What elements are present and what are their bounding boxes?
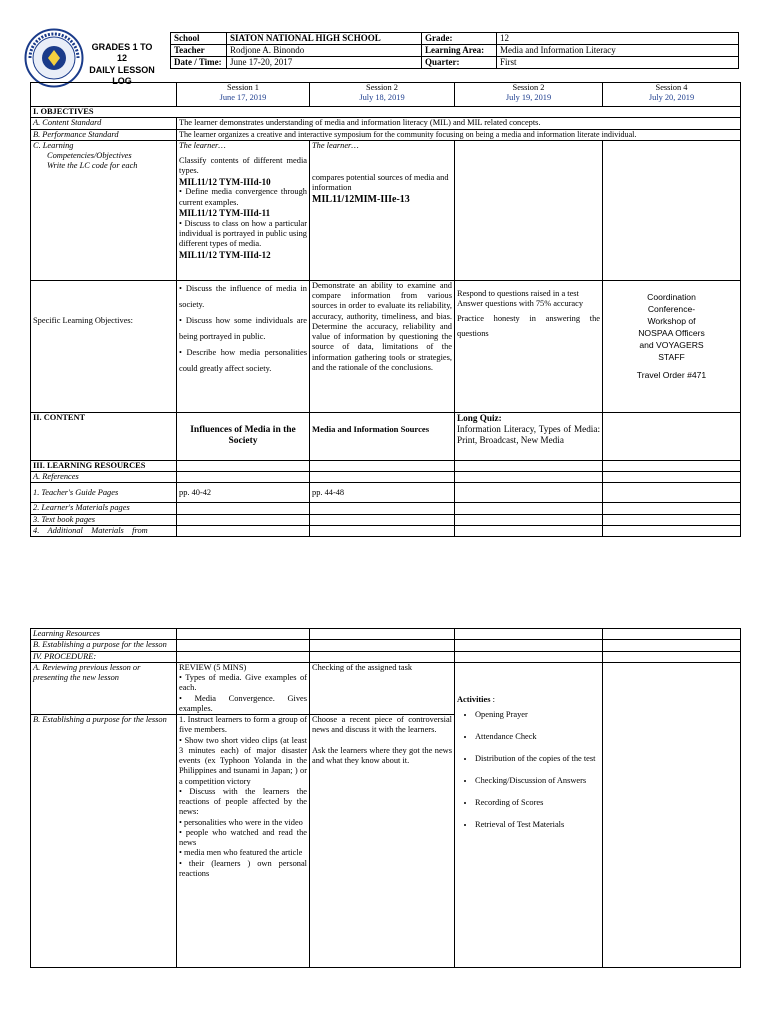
specific-objectives-label: Specific Learning Objectives: (31, 280, 177, 412)
teacher-label: Teacher (171, 44, 227, 56)
competencies-session2: The learner… compares potential sources of media and information MIL11/12MIM-IIIe-13 (310, 140, 455, 280)
procedure-heading: IV. PROCEDURE: (31, 651, 177, 662)
content-session1: Influences of Media in the Society (177, 412, 310, 460)
activity-item: • Recording of Scores (475, 795, 600, 811)
objectives-heading: I. OBJECTIVES (31, 107, 741, 118)
form-title-line1: GRADES 1 TO 12 (91, 42, 153, 64)
establishing-session1: 1. Instruct learners to form a group of five members. • Show two short video clips (at least 3 minutes each) of major disaster events (ex Typhoon Yolanda in the Philippines and tsunami in Japan; ) or a competition victory • Discuss with the learners the reactions of people affected by the news: • personalities who were in the video • people who watched and read the news • media men who featured the article • their (learners ) own personal reactions (177, 715, 310, 968)
reviewing-lesson-label: A. Reviewing previous lesson or presenting the new lesson (31, 662, 177, 714)
learners-materials-label: 2. Learner's Materials pages (31, 503, 177, 514)
reviewing-session1: REVIEW (5 MINS) • Types of media. Give examples of each. • Media Convergence. Gives examples. (177, 662, 310, 714)
activity-item: • Retrieval of Test Materials (475, 817, 600, 833)
establishing-session2: Choose a recent piece of controversial news and discuss it with the learners. Ask the learners where they got the news and what they know about it. (310, 715, 455, 968)
references-label: A. References (31, 472, 177, 483)
specific-objectives-session3: Respond to questions raised in a test Answer questions with 75% accuracy Practice honesty in answering the questions (455, 280, 603, 412)
learning-resources-heading: III. LEARNING RESOURCES (31, 460, 177, 471)
reviewing-session2: Checking of the assigned task (310, 662, 455, 714)
form-title-line2: DAILY LESSON (89, 64, 155, 75)
content-heading: II. CONTENT (31, 412, 177, 460)
quarter-value: First (497, 56, 739, 68)
activity-item: • Checking/Discussion of Answers (475, 773, 600, 789)
learning-area-label: Learning Area: (422, 44, 497, 56)
teachers-guide-session1: pp. 40-42 (177, 483, 310, 503)
session-header-3: Session 2 July 19, 2019 (455, 83, 603, 107)
school-value: SIATON NATIONAL HIGH SCHOOL (227, 33, 422, 45)
session-header-1: Session 1 June 17, 2019 (177, 83, 310, 107)
competencies-session1: The learner… Classify contents of different media types. MIL11/12 TYM-IIId-10 • Define media convergence through current examples. MIL11/12 TYM-IIId-11 • Discuss to class on how a particular individual is portrayed in public using different types of media. MIL11/12 TYM-IIId-12 (177, 140, 310, 280)
activities-list (457, 707, 600, 833)
lesson-log-table-page2 (30, 628, 741, 968)
date-label: Date / Time: (171, 56, 227, 68)
session-header-2: Session 2 July 18, 2019 (310, 83, 455, 107)
grade-label: Grade: (422, 33, 497, 45)
header-info-table (170, 32, 739, 69)
teachers-guide-session2: pp. 44-48 (310, 483, 455, 503)
deped-seal-logo (24, 28, 84, 88)
specific-objectives-session1: • Discuss the influence of media in society. • Discuss how some individuals are being portrayed in public. • Describe how media personalities could greatly affect society. (177, 280, 310, 412)
learning-area-value: Media and Information Literacy (497, 44, 739, 56)
specific-objectives-session2: Demonstrate an ability to examine and compare information from various sources in order to evaluate its reliability, accuracy, authority, timeliness, and bias. Determine the accuracy, reliability and value of information by questioning the source of data, limitations of the information gathering tools or strategies, and the rationale of the conclusions. (310, 280, 455, 412)
activity-item: • Opening Prayer (475, 707, 600, 723)
other-learning-resources-label: B. Establishing a purpose for the lesson (31, 640, 177, 651)
teachers-guide-label: 1. Teacher's Guide Pages (31, 483, 177, 503)
textbook-pages-label: 3. Text book pages (31, 514, 177, 525)
performance-standard-value: The learner organizes a creative and interactive symposium for the community focusing on being a media and information literate individual. (177, 129, 741, 140)
quarter-label: Quarter: (422, 56, 497, 68)
school-label: School (171, 33, 227, 45)
additional-materials-label: 4. Additional Materials from (31, 525, 177, 536)
lesson-log-table-page1 (30, 82, 741, 537)
establishing-purpose-label: B. Establishing a purpose for the lesson (31, 715, 177, 968)
content-standard-label: A. Content Standard (31, 118, 177, 129)
grade-value: 12 (497, 33, 739, 45)
learning-competencies-label: C. Learning Competencies/Objectives Write the LC code for each (31, 140, 177, 280)
content-session3: Long Quiz: Information Literacy, Types of Media: Print, Broadcast, New Media (455, 412, 603, 460)
activities-session3: Activities : • Opening Prayer • Attendance Check • Distribution of the copies of the test • Checking/Discussion of Answers • Recording of Scores • Retrieval of Test Materials (455, 662, 603, 967)
specific-objectives-session4: Coordination Conference- Workshop of NOSPAA Officers and VOYAGERS STAFF Travel Order #471 (603, 280, 741, 412)
activities-heading: Activities (457, 694, 491, 704)
teacher-value: Rodjone A. Binondo (227, 44, 422, 56)
activity-item: • Distribution of the copies of the test (475, 751, 600, 767)
learning-resources-label: Learning Resources (31, 629, 177, 640)
content-standard-value: The learner demonstrates understanding of media and information literacy (MIL) and MIL related concepts. (177, 118, 741, 129)
performance-standard-label: B. Performance Standard (31, 129, 177, 140)
form-title-line3: LOG (112, 75, 132, 86)
date-value: June 17-20, 2017 (227, 56, 422, 68)
content-session2: Media and Information Sources (310, 412, 455, 460)
activity-item: • Attendance Check (475, 729, 600, 745)
session-header-4: Session 4 July 20, 2019 (603, 83, 741, 107)
